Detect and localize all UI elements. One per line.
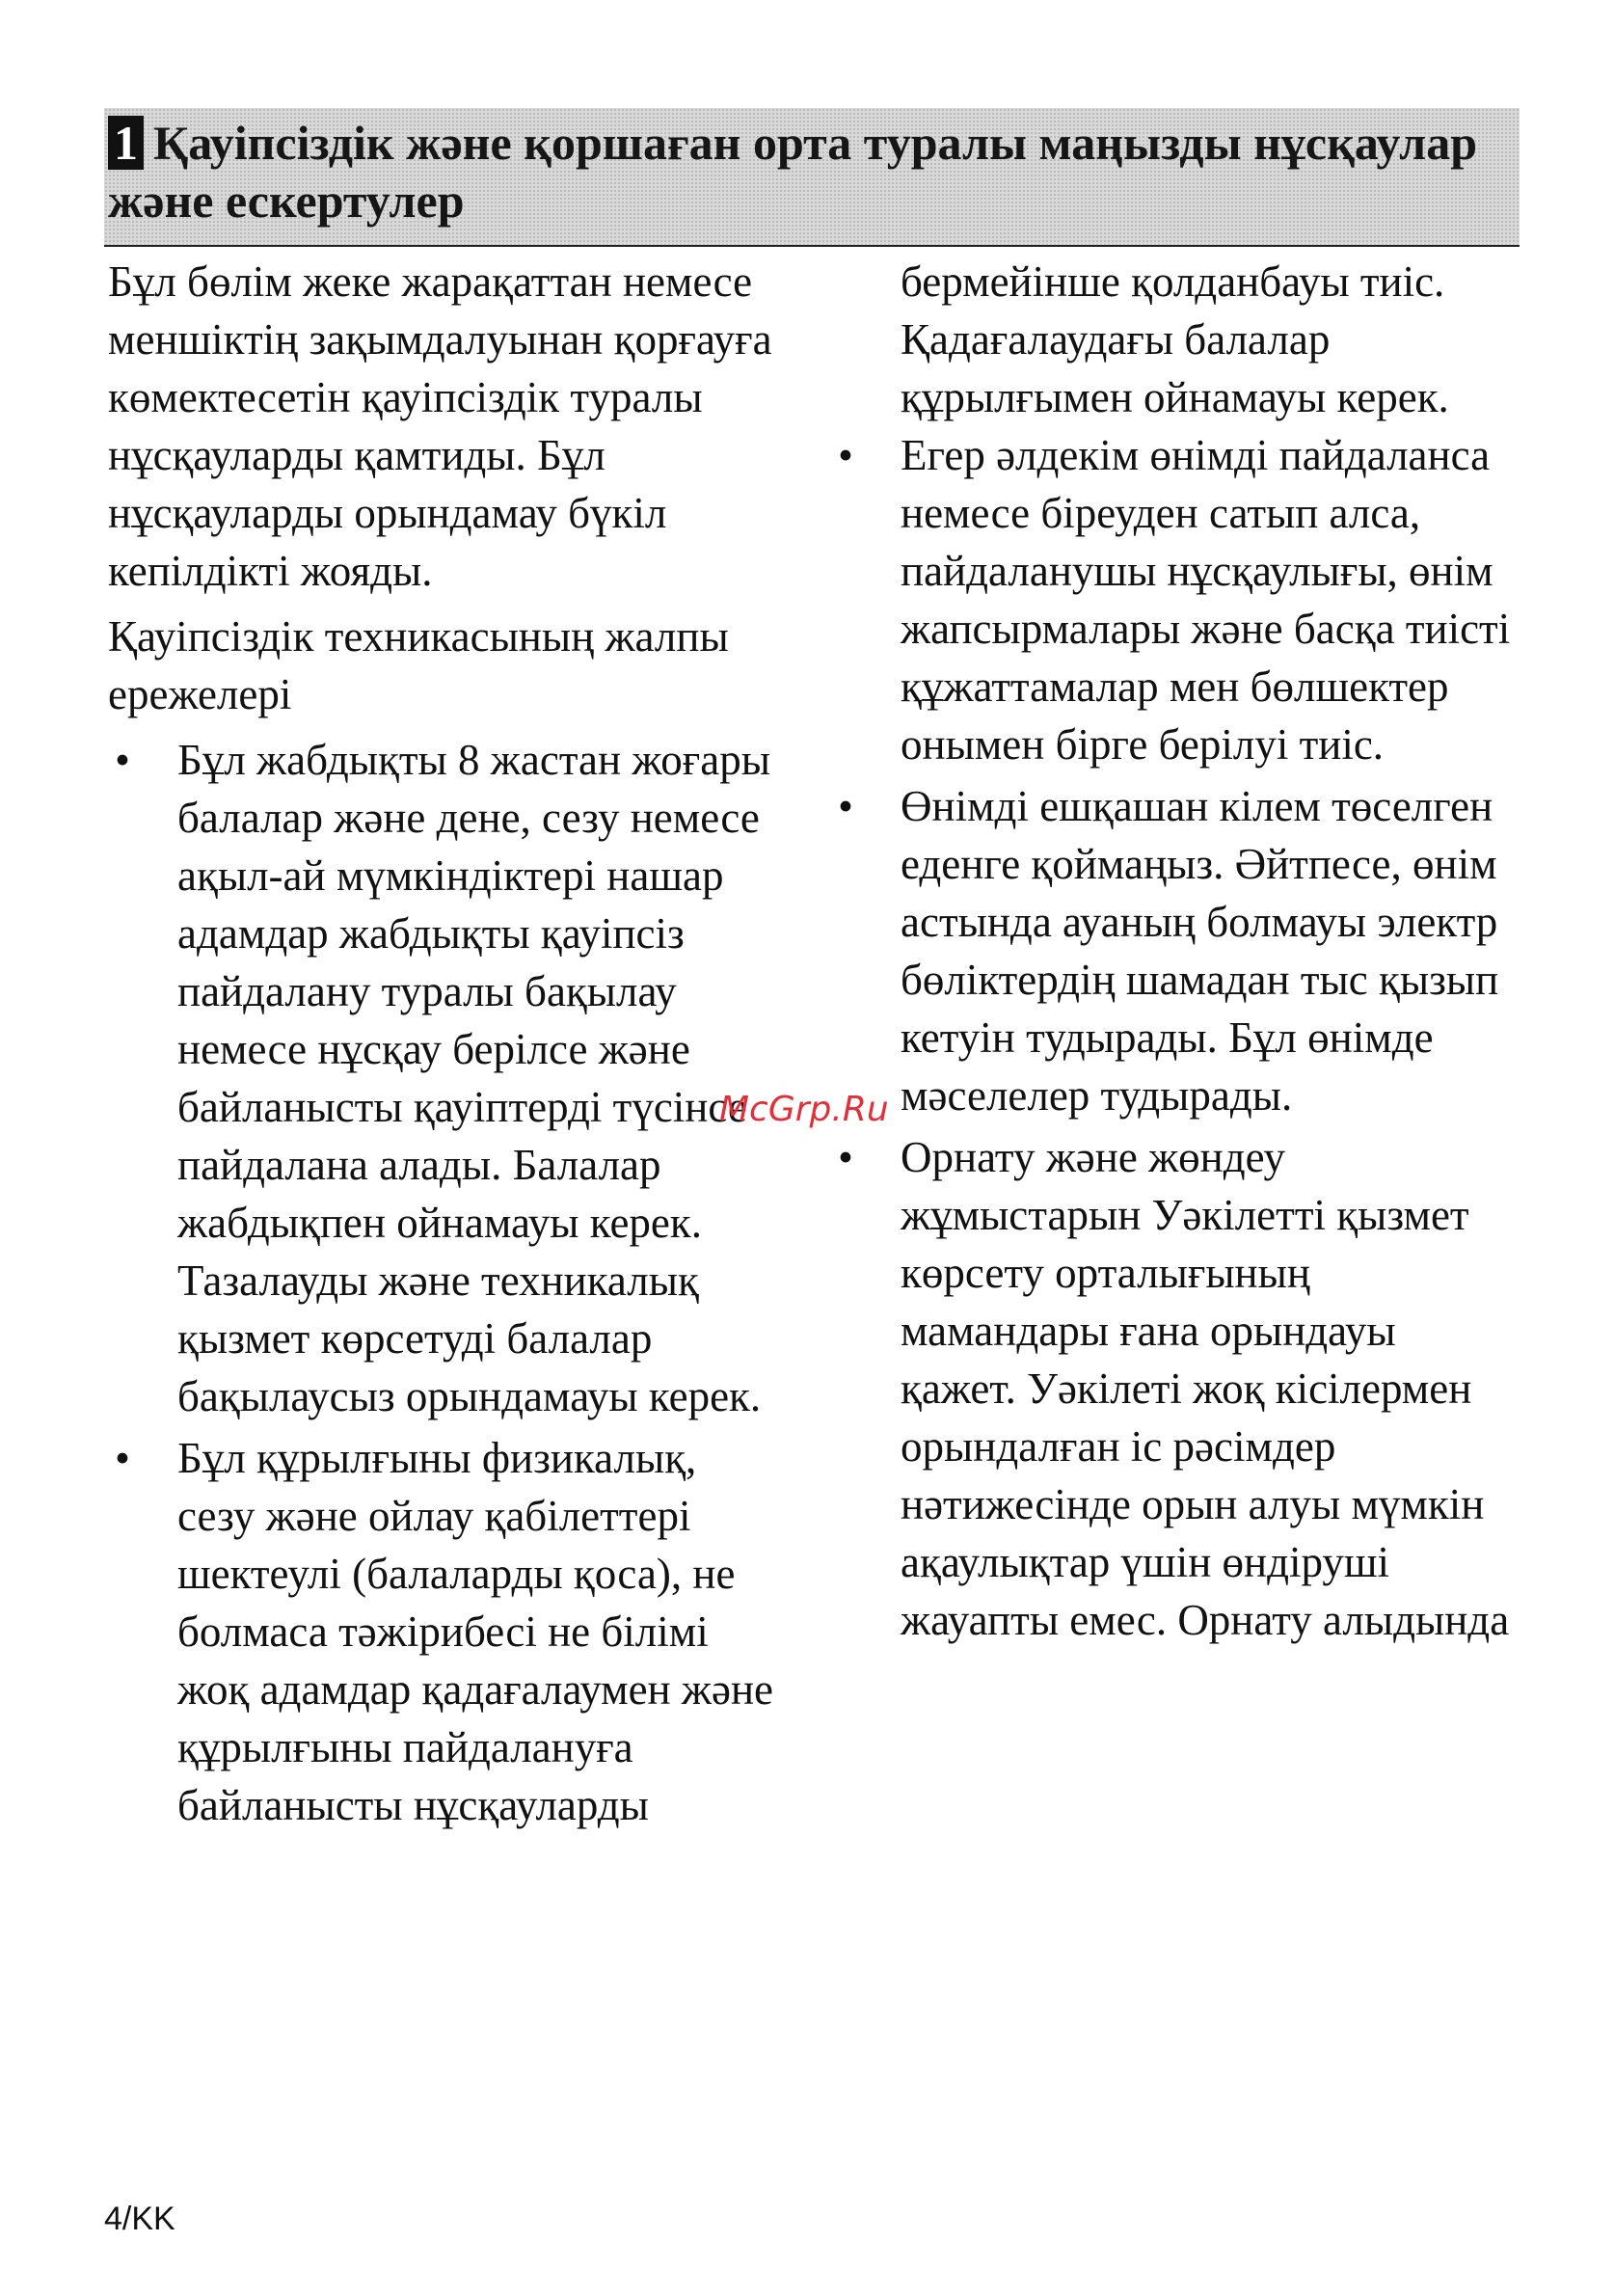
bullet-text: Өнімді ешқашан кілем төселген еденге қоймаңыз. Әйтпесе, өнім астында ауаның болмауы электр бөліктердің шамадан тыс қызып кетуін тудырады. Бұл өнімде мәселелер тудырады.	[901, 782, 1499, 1120]
watermark: McGrp.Ru	[719, 1090, 889, 1129]
bullet-icon: •	[838, 431, 853, 479]
bullet-item	[831, 426, 1516, 773]
bullet-item	[831, 1128, 1516, 1649]
bullet-text: Бұл жабдықты 8 жастан жоғары балалар және дене, сезу немесе ақыл-ай мүмкіндіктері нашар адамдар жабдықты қауіпсіз пайдалану туралы бақылау немесе нұсқау берілсе және байланысты қауіптерді түсінсе пайдалана алады. Балалар жабдықпен ойнамауы керек. Тазалауды және техникалық қызмет көрсетуді балалар бақылаусыз орындамауы керек.	[177, 736, 770, 1420]
right-column	[831, 253, 1516, 1653]
bullet-sub-paragraph: Қадағалаудағы балалар құрылғымен ойнамауы керек.	[901, 315, 1449, 421]
bullet-continuation: бермейінше қолданбауы тиіс.	[901, 257, 1445, 306]
bullet-icon: •	[115, 1434, 130, 1482]
general-rules-heading: Қауіпсіздік техникасының жалпы ережелері	[108, 612, 729, 718]
bullet-item	[831, 777, 1516, 1124]
bullet-text: Орнату және жөндеу жұмыстарын Уәкілетті қызмет көрсету орталығының мамандары ғана орындауы қажет. Уәкілеті жоқ кісілермен орындалған іс рәсімдер нәтижесінде орын алуы мүмкін ақаулықтар үшін өндіруші жауапты емес. Орнату алыдында	[901, 1133, 1510, 1644]
page-number: 4/KK	[104, 2201, 175, 2237]
bullet-icon: •	[838, 1133, 853, 1181]
bullet-item	[108, 731, 783, 1425]
bullet-text: Бұл құрылғыны физикалық, сезу және ойлау қабілеттері шектеулі (балаларды қоса), не болмаса тәжірибесі не білімі жоқ адамдар қадағалаумен және құрылғыны пайдалануға байланысты нұсқауларды	[177, 1434, 774, 1829]
section-title: Қауіпсіздік және қоршаған орта туралы маңызды нұсқаулар және ескертулер	[108, 116, 1477, 228]
intro-paragraph: Бұл бөлім жеке жарақаттан немесе меншіктің зақымдалуынан қорғауға көмектесетін қауіпсіздік туралы нұсқауларды қамтиды. Бұл нұсқауларды орындамау бүкіл кепілдікті жояды.	[108, 257, 772, 595]
bullet-icon: •	[838, 782, 853, 830]
section-number: 1	[108, 116, 144, 170]
bullet-text: Егер әлдекім өнімді пайдаланса немесе біреуден сатып алса, пайдаланушы нұсқаулығы, өнім жапсырмалары және басқа тиісті құжаттамалар мен бөлшектер онымен бірге берілуі тиіс.	[901, 431, 1511, 769]
bullet-icon: •	[115, 736, 130, 784]
bullet-item	[108, 1429, 783, 1834]
section-header	[108, 114, 1516, 230]
left-column	[108, 253, 783, 1838]
